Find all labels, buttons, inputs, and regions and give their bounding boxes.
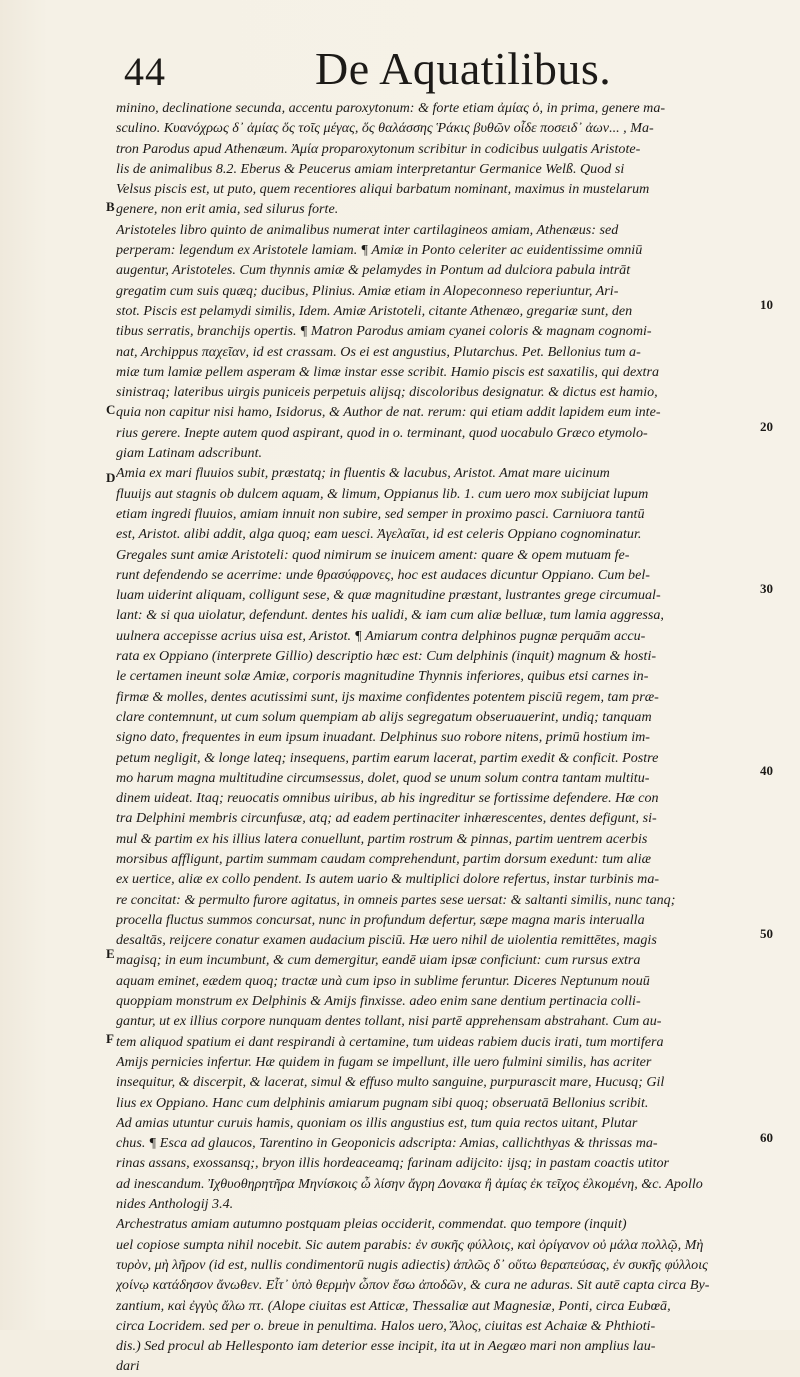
text-line: giam Latinam adscribunt. [116,445,263,462]
text-line: Amia ex mari fluuios subit, præstatq; in fluentis & lacubus, Aristot. Amat mare uicinum [116,465,610,482]
text-line: tra Delphini membris circunfusæ, atq; ad eadem pertinaciter inhærescentes, dentes defigunt, si- [116,810,657,827]
text-line: magisq; in eum incumbunt, & cum demergitur, eandē uiam ipsæ conficiunt: cum rursus extra [116,952,641,969]
text-line: ex uertice, aliæ ex collo pendent. Is autem uario & multiplici dolore refertus, instar turbinis ma- [116,871,660,888]
margin-line-number: 30 [760,581,773,596]
text-line: tron Parodus apud Athenæum. Ἀμία proparoxytonum scribitur in codicibus uulgatis Aristote- [116,140,641,157]
text-line: circa Locridem. sed per o. breue in penultima. Halos uero, Ἅλος, ciuitas est Achaiæ & Phthioti- [116,1317,656,1334]
text-line: lis de animalibus 8.2. Eberus & Peucerus amiam interpretantur Germanice Welß. Quod si [116,160,625,177]
text-line: Aristoteles libro quinto de animalibus numerat inter cartilagineos amiam, Athenæus: sed [116,221,619,238]
text-line: est, Aristot. alibi addit, alga quoq; eam uesci. Ἀγελαῖαι, id est celeris Oppiano cognominatur. [116,526,642,543]
text-line: Archestratus amiam autumno postquam pleias occiderit, commendat. quo tempore (inquit) [116,1216,627,1233]
text-line: uel copiose sumpta nihil nocebit. Sic autem parabis: ἐν συκῆς φύλλοις, καὶ ὀρίγανον οὐ μάλα πολλῷ, Μὴ [116,1236,704,1253]
text-line: rinas assans, exossansq;, bryon illis hordeaceamq; farinam adijcito: ijsq; in pastam coactis utitor [116,1155,670,1172]
text-line: rata ex Oppiano (interprete Gillio) descriptio hæc est: Cum delphinis (inquit) magnum & hosti- [116,648,657,665]
text-line: perperam: legendum ex Aristotele lamiam. ¶ Amiæ in Ponto celeriter ac euidentissime omniū [116,242,643,259]
text-line: sculino. Κυανόχρως δ᾽ ἀμίας ὅς τοῖς μέγας, ὅς θαλάσσης Ῥάκις βυθῶν οἶδε ποσειδ᾽ ἀων... , Ma- [116,120,654,137]
margin-line-number: 50 [760,926,773,941]
text-line: nides Anthologij 3.4. [116,1196,234,1213]
text-line: dinem uideat. Itaq; reuocatis omnibus uiribus, ab his ingreditur se fortissime defendere. Hæ con [116,790,659,807]
text-line: fluuijs aut stagnis ob dulcem aquam, & limum, Oppianus lib. 1. cum uero mox subijciat lupum [116,485,649,502]
text-line: aquam eminet, eædem quoq; tractæ unà cum ipso in sublime feruntur. Diceres Neptunum nouū [116,972,650,989]
margin-line-number: 20 [760,419,773,434]
main-text [116,98,766,1377]
text-line: τυρὸν, μὴ λῆρον (id est, nullis condimentorū nugis adiectis) ἁπλῶς δ᾽ οὕτω θεραπεύσας, ἐν συκῆς φύλλοις [116,1256,708,1273]
text-line: genere, non erit amia, sed silurus forte. [116,201,339,218]
text-line: stot. Piscis est pelamydi similis, Idem. Amiæ Aristoteli, citante Athenæo, gregariæ sunt, den [116,302,633,319]
text-line: chus. ¶ Esca ad glaucos, Tarentino in Geoponicis adscripta: Amias, callichthyas & thrissas ma- [116,1135,658,1152]
page-header [110,44,770,104]
text-line: zantium, καὶ ἐγγὺς ἄλω πτ. (Alope ciuitas est Atticæ, Thessaliæ aut Magnesiæ, Ponti, circa Eubœā, [116,1297,671,1314]
text-line: gantur, ut ex illius corpore nunquam dentes tollant, nisi partē apprehensam abstrahant. Cum au- [116,1013,662,1030]
text-line: dari [116,1358,140,1375]
text-line: minino, declinatione secunda, accentu paroxytonum: & forte etiam ἀμίας ὁ, in prima, genere ma- [116,100,666,116]
text-line: procella fluctus summos concursat, nunc in profundum defertur, sæpe magna maris interualla [116,911,645,928]
text-line: ad inescandum. Ἰχθυοθηρητῆρα Μηνίσκοις ὦ λίσην ἄγρη Δονακα ἢ ἀμίας ἐκ τεῖχος ἐλκομένη, &c. Apollo [116,1175,703,1192]
text-line: rius gerere. Inepte autem quod aspirant, quod in o. terminant, quod uocabulo Græco etymolo- [116,424,648,441]
text-line: firmæ & molles, dentes acutissimi sunt, ijs maxime confidentes potentem pisciū regem, tam præ- [116,688,659,705]
text-line: tibus serratis, branchijs opertis. ¶ Matron Parodus amiam cyanei coloris & magnam cognomi- [116,323,652,340]
text-line: miæ tum lamiæ pellem asperam & limæ instar esse scribit. Hamio piscis est saxatilis, qui dextra [116,363,659,380]
margin-letter-b: B [106,199,115,214]
text-line: morsibus affligunt, partim summam caudam comprehendunt, partim dorsum exedunt: tum aliæ [116,850,652,867]
text-line: gregatim cum suis quæq; ducibus, Plinius. Amiæ etiam in Alopeconneso reperiuntur, Ari- [116,282,619,299]
text-line: desaltās, reijcere conatur examen audacium pisciū. Hæ uero nihil de uiolentia remittētes, magis [116,932,657,949]
text-line: quoppiam monstrum ex Delphinis & Amijs finxisse. adeo enim sane dentium pertinacia colli- [116,993,641,1010]
margin-letter-f: F [106,1031,114,1046]
text-line: quia non capitur nisi hamo, Isidorus, & Author de nat. rerum: qui etiam addit lapidem eum inte- [116,404,661,421]
margin-letter-c: C [106,402,116,417]
text-line: nat, Archippus παχεῖαν, id est crassam. Os ei est angustius, Plutarchus. Pet. Bellonius tum a- [116,343,641,360]
text-line: lant: & si qua uiolatur, defendunt. dentes his ualidi, & iam cum aliæ belluæ, tum lamia aggressa, [116,607,664,624]
text-line: Gregales sunt amiæ Aristoteli: quod nimirum se inuicem ament: quare & opem mutuam fe- [116,546,630,563]
text-line: clare contemnunt, ut cum solum quempiam ab alijs segregatum obseruauerint, undiq; tanquam [116,708,652,725]
text-line: petum negligit, & longe lateq; insequens, partim earum lacerat, partim exedit & conficit. Postre [116,749,659,766]
text-line: insequitur, & discerpit, & lacerat, simul & effuso multo sanguine, purpurascit mare, Hucusq; Gil [116,1074,665,1091]
margin-line-number: 60 [760,1130,773,1145]
text-line: Ad amias utuntur curuis hamis, quoniam os illis angustius est, tum quia rectos uitant, Plutar [116,1114,638,1131]
text-line: tem aliquod spatium ei dant respirandi à certamine, tum uideas rabiem ducis irati, tum mortifera [116,1033,664,1050]
text-line: le certamen ineunt solæ Amiæ, corporis magnitudine Thynnis inferiores, quibus etsi carnes in- [116,668,649,685]
text-line: signo dato, frequentes in eum ipsum inuadant. Delphinus suo robore nitens, primū hostium im- [116,729,650,746]
text-line: luam uiderint aliquam, colligunt sese, & quæ magnitudine præstant, lustrantes grege circumual- [116,587,661,604]
text-line: sinistraq; lateribus uirgis puniceis perpetuis alijsq; discoloribus designatur. & dictus est hamio, [116,384,658,401]
margin-line-number: 40 [760,763,773,778]
margin-letter-e: E [106,946,115,961]
text-line: mo harum magna multitudine circumsessus, dolet, quod se unum solum contra tantam multitu- [116,769,650,786]
text-line: etiam ingredi fluuios, amiam innuit non subire, sed semper in proximo pasci. Carniuora tantū [116,505,645,522]
text-line: Velsus piscis est, ut puto, quem recentiores aliqui barbatum nominant, maximus in mustelarum [116,181,650,198]
text-line: uulnera accepisse acrius uisa est, Aristot. ¶ Amiarum contra delphinos pugnæ perquām accu- [116,627,646,644]
text-line: dis.) Sed procul ab Hellesponto iam deterior esse incipit, ita ut in Aegæo mari non amplius lau- [116,1338,656,1355]
text-line: augentur, Aristoteles. Cum thynnis amiæ & pelamydes in Pontum ad dulciora pabula intrāt [116,262,631,279]
text-line: χοίνῳ κατάδησον ἄνωθεν. Εἶτ᾽ ὑπὸ θερμὴν ὦπον ἔσω ἀποδῶν, & cura ne aduras. Sit autē capta circa By- [116,1277,710,1294]
text-line: mul & partim ex his illius latera conuellunt, partim rostrum & pinnas, partim uentrem acerbis [116,830,648,847]
text-line: re concitat: & permulto furore agitatus, in omneis partes sese uersat: & saltanti similis, nunc tanq; [116,891,676,908]
text-line: Amijs pernicies infertur. Hæ quidem in fugam se impellunt, ille uero fulmini similis, has acriter [116,1053,652,1070]
margin-letter-d: D [106,470,116,485]
page-number: 44 [124,49,166,94]
running-title: De Aquatilibus. [315,43,612,94]
text-line: runt defendendo se acerrime: unde θρασύφρονες, hoc est audaces dicuntur Oppiano. Cum bel- [116,566,650,583]
margin-line-number: 10 [760,297,773,312]
text-line: lius ex Oppiano. Hanc cum delphinis amiarum pugnam sibi quoq; obseruatā Bellonius scribit. [116,1094,649,1111]
